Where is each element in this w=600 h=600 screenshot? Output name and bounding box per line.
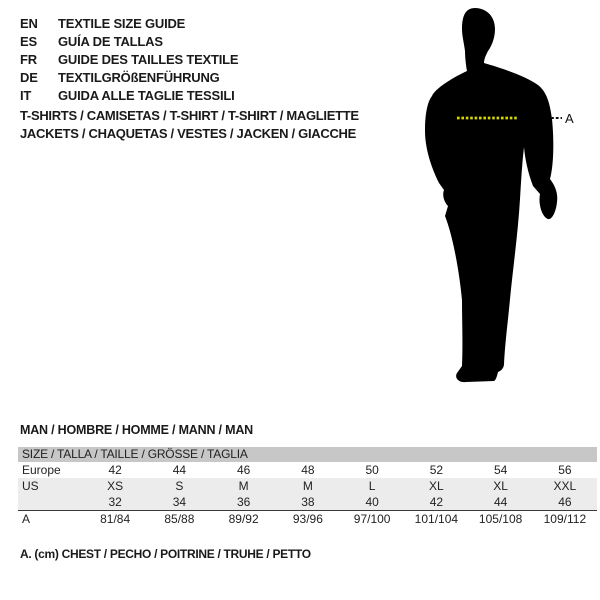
table-row-us-numeric: [18, 494, 597, 510]
table-cell: 81/84: [100, 512, 131, 526]
table-cell: 89/92: [228, 512, 259, 526]
table-cell: 46: [236, 463, 251, 477]
table-cell: XL: [429, 479, 444, 493]
table-cell: 48: [301, 463, 315, 477]
table-cell: 40: [365, 495, 379, 509]
table-cell: 109/112: [543, 512, 587, 526]
table-cell: 50: [365, 463, 379, 477]
language-label: TEXTILE SIZE GUIDE: [58, 16, 186, 31]
measurement-footnote: A. (cm) CHEST / PECHO / POITRINE / TRUHE / PETTO: [20, 547, 311, 561]
table-cell: 42: [429, 495, 444, 509]
table-cell: 44: [172, 463, 187, 477]
table-cell: M: [302, 479, 313, 493]
table-cell: 36: [236, 495, 251, 509]
table-cell: 44: [493, 495, 508, 509]
size-table-header: SIZE / TALLA / TAILLE / GRÖSSE / TAGLIA: [18, 447, 597, 462]
language-row-de: [20, 69, 238, 87]
table-cell: M: [238, 479, 249, 493]
table-cell: XXL: [553, 479, 577, 493]
language-code: FR: [20, 52, 37, 67]
category-line-tshirts: T-SHIRTS / CAMISETAS / T-SHIRT / T-SHIRT / MAGLIETTE: [20, 108, 359, 123]
language-code: IT: [20, 88, 32, 103]
language-row-es: [20, 33, 238, 51]
language-code: ES: [20, 34, 37, 49]
table-cell: 46: [558, 495, 572, 509]
table-cell: 85/88: [164, 512, 195, 526]
language-label: GUIDA ALLE TAGLIE TESSILI: [58, 88, 235, 103]
language-code: EN: [20, 16, 38, 31]
table-cell: 34: [172, 495, 187, 509]
table-cell: S: [175, 479, 184, 493]
table-cell: 52: [429, 463, 444, 477]
language-label: TEXTILGRÖßENFÜHRUNG: [58, 70, 220, 85]
language-row-fr: [20, 51, 238, 69]
table-cell: 93/96: [292, 512, 323, 526]
table-row-chest-cm: [18, 510, 597, 527]
table-cell: 54: [493, 463, 508, 477]
language-code: DE: [20, 70, 38, 85]
row-label: [18, 494, 83, 510]
man-silhouette: [405, 5, 575, 390]
category-line-jackets: JACKETS / CHAQUETAS / VESTES / JACKEN / GIACCHE: [20, 126, 356, 141]
table-cell: 38: [301, 495, 315, 509]
table-cell: 97/100: [353, 512, 391, 526]
table-cell: L: [368, 479, 376, 493]
table-cell: 42: [108, 463, 122, 477]
table-cell: 56: [558, 463, 572, 477]
size-table: [18, 447, 597, 527]
language-row-en: [20, 15, 238, 33]
language-list: [20, 15, 238, 105]
language-label: GUÍA DE TALLAS: [58, 34, 163, 49]
table-cell: XS: [107, 479, 124, 493]
table-cell: 105/108: [478, 512, 523, 526]
table-row-us: [18, 478, 597, 494]
section-title-man: MAN / HOMBRE / HOMME / MANN / MAN: [20, 423, 253, 437]
row-label: US: [22, 479, 39, 493]
man-silhouette-shape: [425, 8, 557, 382]
table-cell: 32: [108, 495, 122, 509]
category-lines: [20, 107, 359, 143]
table-cell: 101/104: [414, 512, 459, 526]
language-label: GUIDE DES TAILLES TEXTILE: [58, 52, 239, 67]
table-row-europe: [18, 462, 597, 478]
language-row-it: [20, 87, 238, 105]
measure-label-a: A: [565, 111, 574, 126]
row-label: Europe: [22, 463, 61, 477]
row-label: A: [22, 512, 31, 526]
table-cell: XL: [493, 479, 508, 493]
